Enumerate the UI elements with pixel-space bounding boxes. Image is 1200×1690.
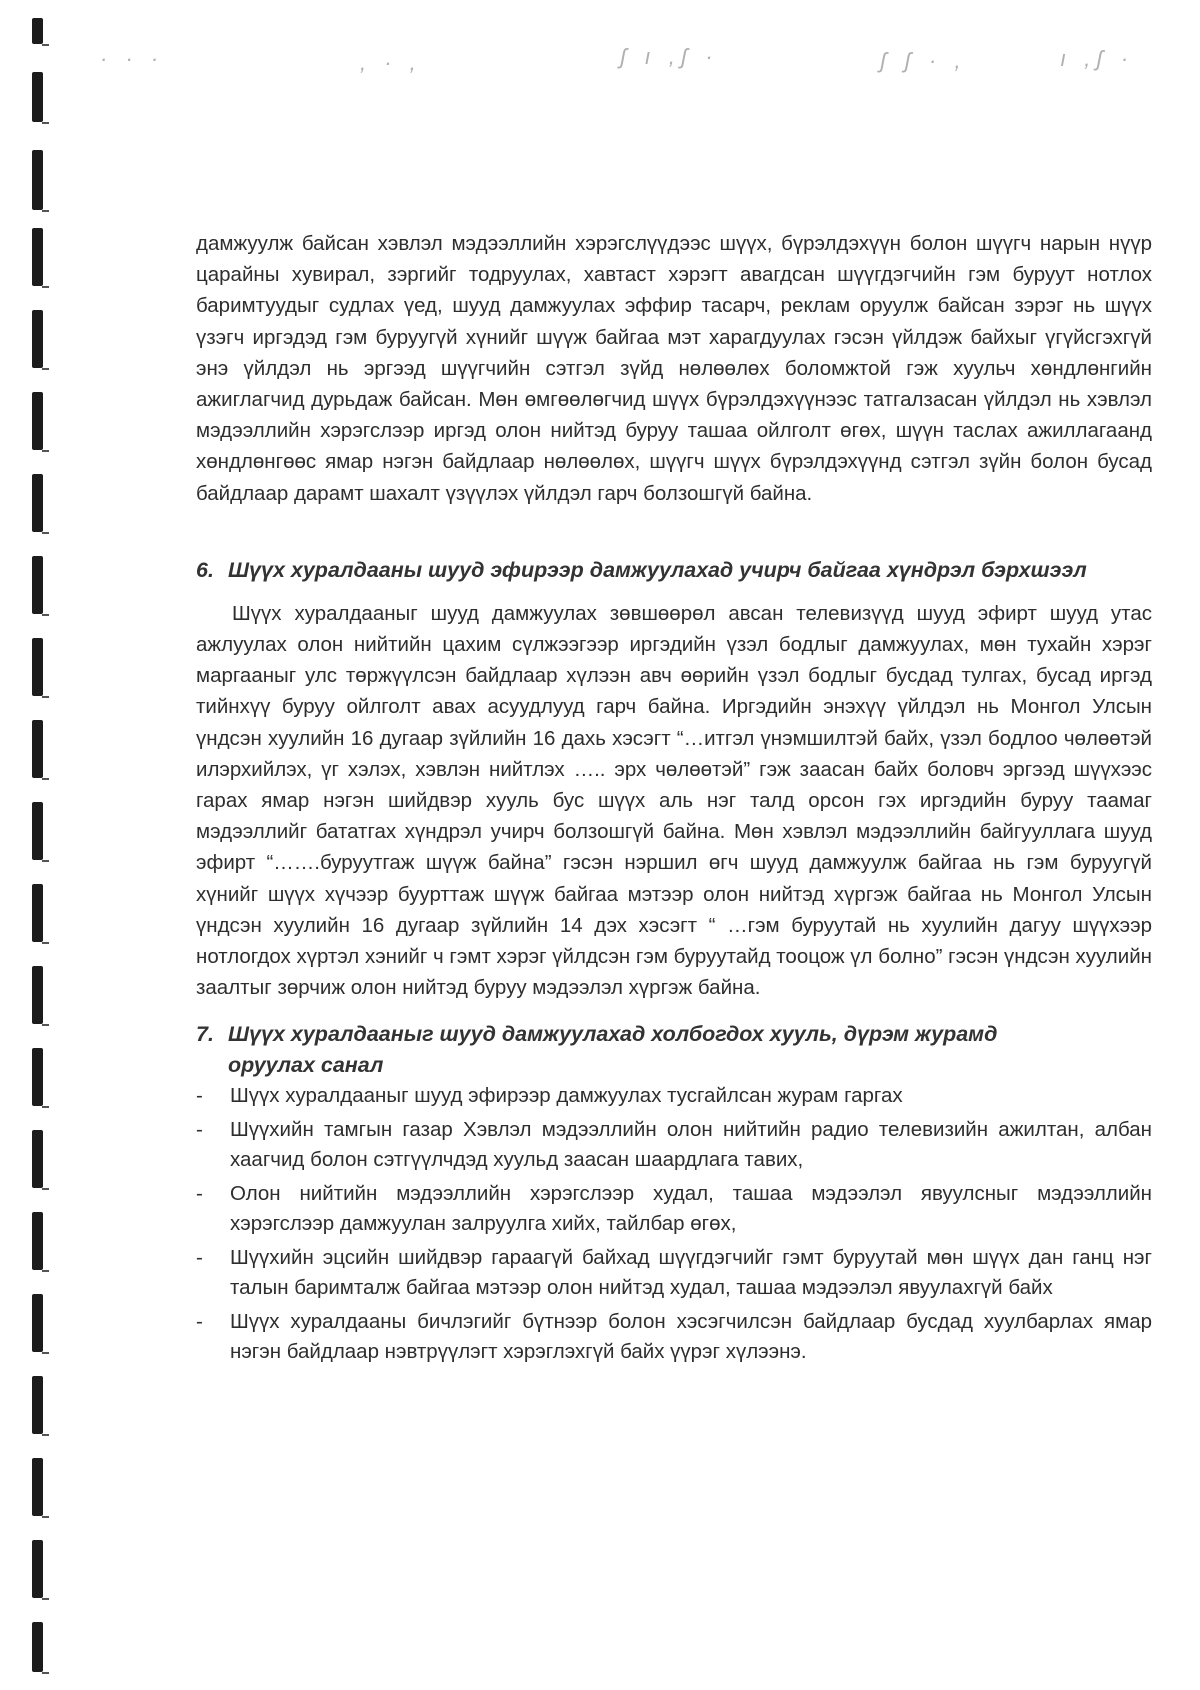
section-6-number: 6. bbox=[196, 557, 214, 582]
list-item: - Олон нийтийн мэдээллийн хэрэгслээр худал, ташаа мэдээлэл явуулсныг мэдээллийн хэрэгслээр дамжуулан залруулга хийх, тайлбар өгөх, bbox=[196, 1179, 1152, 1239]
bullet-dash: - bbox=[196, 1182, 203, 1206]
section-7-heading bbox=[196, 1019, 1152, 1081]
section-7-title: Шүүх хуралдааныг шууд дамжуулахад холбогдох хууль, дүрэм журамд оруулах санал bbox=[228, 1022, 998, 1078]
bullet-dash: - bbox=[196, 1246, 203, 1270]
bullet-dash: - bbox=[196, 1310, 203, 1334]
section-7-list bbox=[196, 1081, 1152, 1367]
binding-holes bbox=[24, 0, 54, 1690]
intro-paragraph: дамжуулж байсан хэвлэл мэдээллийн хэрэгслүүдээс шүүх, бүрэлдэхүүн болон шүүгч нарын нүүр царайны хувирал, зэргийг тодруулах, хавтаст хэрэгт авагдсан шүүгдэгчийн гэм буруут нотлох баримтуудыг судлах үед, шууд дамжуулах эффир тасарч, реклам оруулж байсан зэрэг нь шүүх үзэгч иргэдэд гэм буруугүй хүнийг шүүж байгаа мэт харагдуулах гэсэн үйлдэж байхыг үгүйсгэхгүй энэ үйлдэл нь эргээд шүүгчийн сэтгэл зүйд нөлөөлөх боломжтой гэж хуульч хөндлөнгийн ажиглагчид дурьдаж байсан. Мөн өмгөөлөгчид шүүх бүрэлдэхүүнээс татгалзасан үйлдэл нь хэвлэл мэдээллийн хэрэгслээр иргэд олон нийтэд буруу ташаа ойлголт өгөх, шүүн таслах ажиллагаанд хөндлөнгөөс ямар нэгэн байдлаар нөлөөлөх, шүүгч шүүх бүрэлдэхүүнд сэтгэл зүйн болон бусад байдлаар дарамт шахалт үзүүлэх үйлдэл гарч болзошгүй байна. bbox=[196, 232, 1152, 505]
section-6-title: Шүүх хуралдааны шууд эфирээр дамжуулахад учирч байгаа хүндрэл бэрхшээл bbox=[228, 557, 1087, 582]
section-6-body: Шүүх хуралдааныг шууд дамжуулах зөвшөөрөл авсан телевизүүд шууд эфирт шууд утас ажлуулах олон нийтийн цахим сүлжээгээр иргэдийн үзэл бодлыг дамжуулах, мөн тухайн хэрэг маргааныг улс төржүүлсэн байдлаар хүлээн авч өөрийн үзэл бодлыг бусдад тулгах, бусад иргэд тийнхүү буруу ойлголт авах асуудлууд гарч байна. Иргэдийн энэхүү үйлдэл нь Монгол Улсын үндсэн хуулийн 16 дугаар зүйлийн 16 дахь хэсэгт “…итгэл үнэмшилтэй байх, үзэл бодлоо чөлөөтэй илэрхийлэх, үг хэлэх, хэвлэн нийтлэх ….. эрх чөлөөтэй” гэж заасан байх боловч эргээд шүүхээс гарах ямар нэгэн шийдвэр хууль бус шүүх аль нэг талд орсон гэх иргэдийн буруу таамаг мэдээллийг бататгах хүндрэл учирч болзошгүй байна. Мөн хэвлэл мэдээллийн байгууллага шууд эфирт “…….буруутгаж шүүж байна” гэсэн нэршил өгч шууд дамжуулж байгаа нь гэм буруугүй хүнийг шүүх хүчээр буурттаж шүүж байгаа мэтээр олон нийтэд хүргэж байгаа нь Монгол Улсын үндсэн хуулийн 16 дугаар зүйлийн 14 дэх хэсэгт “ …гэм буруутай нь хуулийн дагуу шүүхээр нотлогдох хүртэл хэнийг ч гэмт хэрэг үйлдсэн гэм буруутайд тооцож үл болно” гэсэн үндсэн хуулийн заалтыг зөрчиж олон нийтэд буруу мэдээлэл хүргэж байна. bbox=[196, 601, 1152, 1000]
section-7-number: 7. bbox=[196, 1022, 214, 1047]
list-item: - Шүүх хуралдааныг шууд эфирээр дамжуулах тусгайлсан журам гаргах bbox=[196, 1081, 1152, 1111]
bullet-dash: - bbox=[196, 1118, 203, 1142]
bullet-dash: - bbox=[196, 1084, 203, 1108]
document-page bbox=[196, 228, 1152, 1371]
scan-noise: · · · , · , ʃ ı ,ʃ · ʃ ʃ · , ı ,ʃ · bbox=[100, 44, 1135, 75]
list-item: - Шүүхийн тамгын газар Хэвлэл мэдээллийн олон нийтийн радио телевизийн ажилтан, албан хаагчид болон сэтгүүлчдэд хуульд заасан шаардлага тавих, bbox=[196, 1115, 1152, 1175]
list-item: - Шүүх хуралдааны бичлэгийг бүтнээр болон хэсэгчилсэн байдлаар бусдад хуулбарлах ямар нэгэн байдлаар нэвтрүүлэгт хэрэглэхгүй байх үүрэг хүлээнэ. bbox=[196, 1307, 1152, 1367]
section-6-heading bbox=[196, 555, 1152, 586]
list-item: - Шүүхийн эцсийн шийдвэр гараагүй байхад шүүгдэгчийг гэмт буруутай мөн шүүх дан ганц нэг талын баримталж байгаа мэтээр олон нийтэд худал, ташаа мэдээлэл явуулахгүй байх bbox=[196, 1243, 1152, 1303]
